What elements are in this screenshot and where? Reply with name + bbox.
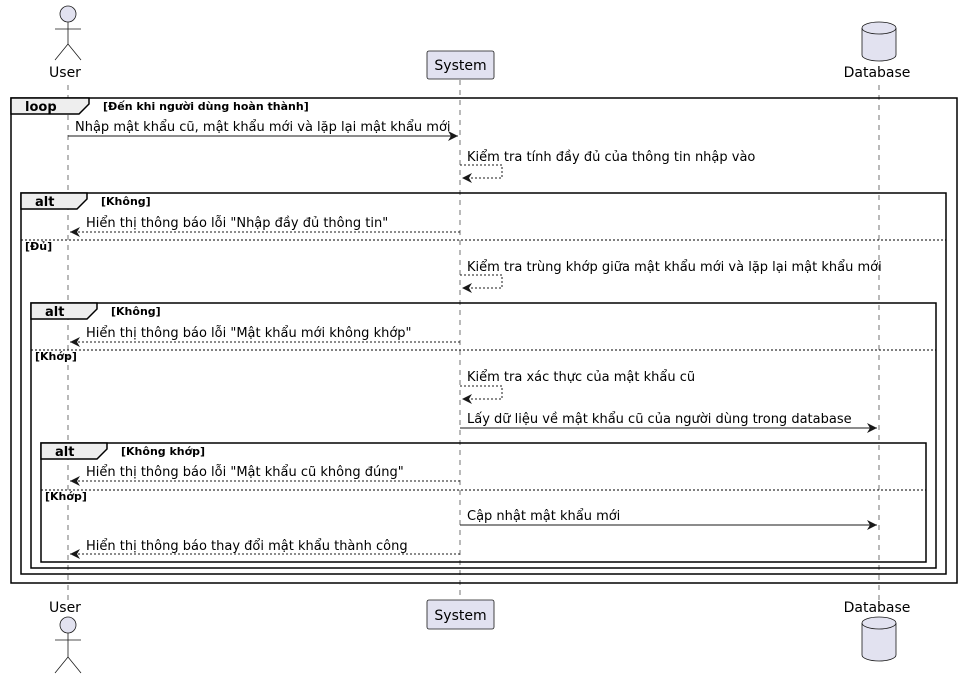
user-label-bottom: User bbox=[49, 600, 81, 616]
alt-2-guard-else: [Khớp] bbox=[35, 350, 77, 363]
database-icon-bottom bbox=[862, 617, 896, 661]
alt-fragment-2 bbox=[31, 303, 936, 568]
loop-keyword: loop bbox=[25, 100, 57, 115]
alt-1-keyword: alt bbox=[35, 195, 55, 210]
message-4-label: Kiểm tra trùng khớp giữa mật khẩu mới và lặp lại mật khẩu mới bbox=[467, 260, 882, 275]
alt-3-keyword: alt bbox=[55, 445, 75, 460]
user-actor-bottom bbox=[55, 617, 81, 673]
message-6-label: Kiểm tra xác thực của mật khẩu cũ bbox=[467, 370, 696, 385]
message-2-label: Kiểm tra tính đầy đủ của thông tin nhập vào bbox=[467, 150, 756, 165]
alt-3-guard-else: [Khớp] bbox=[45, 490, 87, 503]
loop-guard: [Đến khi người dùng hoàn thành] bbox=[103, 100, 309, 113]
system-label-bottom: System bbox=[434, 608, 487, 624]
alt-1-guard-if: [Không] bbox=[101, 195, 151, 208]
message-8-label: Hiển thị thông báo lỗi "Mật khẩu cũ không đúng" bbox=[86, 465, 404, 480]
alt-1-guard-else: [Đủ] bbox=[25, 240, 53, 253]
alt-2-guard-if: [Không] bbox=[111, 305, 161, 318]
message-9-label: Cập nhật mật khẩu mới bbox=[467, 509, 621, 524]
message-5-label: Hiển thị thông báo lỗi "Mật khẩu mới không khớp" bbox=[86, 326, 412, 341]
message-6-self-arrow bbox=[460, 386, 502, 399]
system-label-top: System bbox=[434, 58, 487, 74]
database-label-bottom: Database bbox=[843, 600, 911, 616]
message-3-label: Hiển thị thông báo lỗi "Nhập đầy đủ thông tin" bbox=[86, 216, 389, 231]
message-1-label: Nhập mật khẩu cũ, mật khẩu mới và lặp lại mật khẩu mới bbox=[75, 120, 451, 135]
database-label-top: Database bbox=[843, 65, 911, 81]
message-2-self-arrow bbox=[460, 165, 502, 178]
alt-3-guard-if: [Không khớp] bbox=[121, 445, 206, 458]
user-actor-top bbox=[55, 6, 81, 60]
user-label-top: User bbox=[49, 65, 81, 81]
message-7-label: Lấy dữ liệu về mật khẩu cũ của người dùng trong database bbox=[467, 412, 852, 427]
message-10-label: Hiển thị thông báo thay đổi mật khẩu thành công bbox=[86, 539, 408, 554]
database-icon-top bbox=[862, 22, 896, 61]
alt-2-keyword: alt bbox=[45, 305, 65, 320]
message-4-self-arrow bbox=[460, 275, 502, 288]
